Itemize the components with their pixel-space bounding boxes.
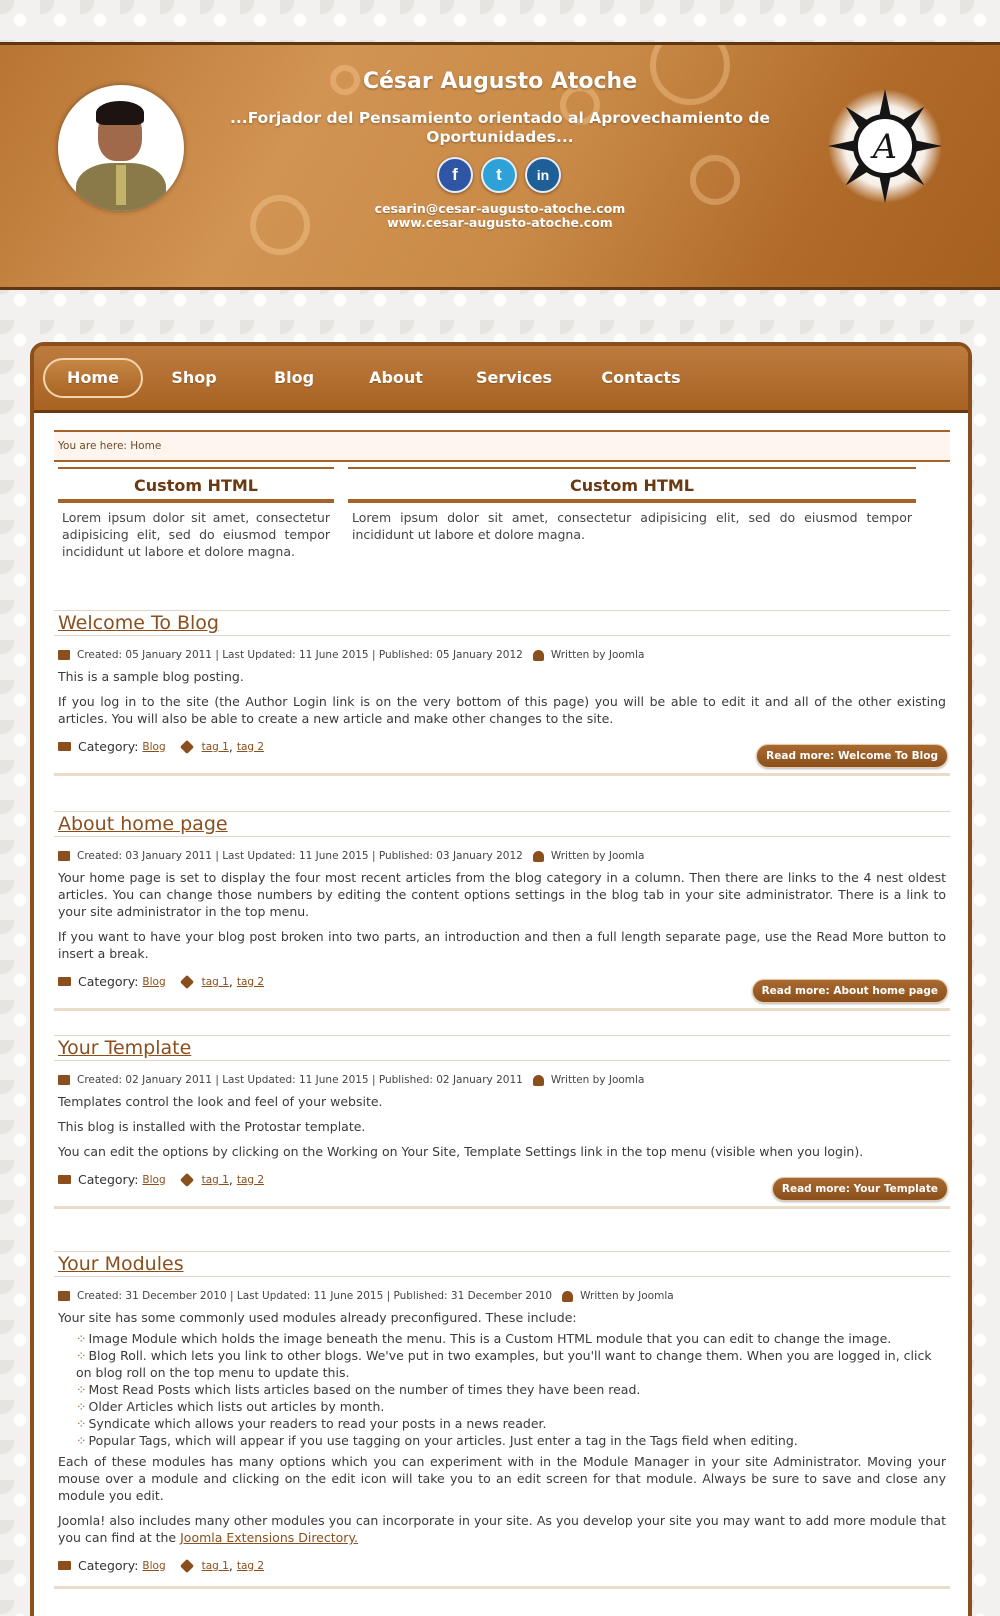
folder-icon — [58, 1561, 71, 1570]
list-item: ⁘ Syndicate which allows your readers to read your posts in a news reader. — [76, 1415, 950, 1432]
tag-link[interactable]: tag 2 — [236, 975, 265, 988]
article-paragraph: You can edit the options by clicking on the Working on Your Site, Template Settings link in the top menu (visible when you login). — [58, 1144, 864, 1159]
tag-icon — [180, 1172, 194, 1186]
article-author: Written by Joomla — [550, 850, 645, 862]
custom-html-module — [348, 467, 916, 549]
list-item: ⁘ Image Module which holds the image beneath the menu. This is a Custom HTML module that you can edit to change the image. — [76, 1330, 950, 1347]
site-header — [0, 42, 1000, 290]
read-more-button[interactable]: Read more: Your Template — [772, 1177, 948, 1201]
list-item: ⁘ Most Read Posts which lists articles based on the number of times they have been read. — [76, 1381, 950, 1398]
site-slogan: ...Forjador del Pensamiento orientado al Aprovechamiento de Oportunidades... — [230, 109, 770, 146]
list-item: ⁘ Blog Roll. which lets you link to other blogs. We've put in two examples, but you'll want to change them. When you are logged in, click on blog roll on the top menu to update this. — [76, 1347, 950, 1381]
tag-link[interactable]: tag 1 — [201, 975, 229, 988]
user-icon — [533, 650, 544, 661]
tag-link[interactable]: tag 1 — [201, 1173, 229, 1186]
article-category: Category: Blog tag 1 , tag 2 — [58, 739, 264, 754]
tag-icon — [180, 974, 194, 988]
article-dates: Created: 03 January 2011 | Last Updated: 11 June 2015 | Published: 03 January 2012 — [77, 850, 523, 862]
tag-link[interactable]: tag 2 — [236, 1173, 265, 1186]
article-meta — [54, 636, 950, 664]
category-link[interactable]: Blog — [142, 740, 166, 753]
social-links — [437, 157, 561, 193]
contact-website[interactable]: www.cesar-augusto-atoche.com — [387, 215, 613, 230]
decor-ring — [690, 155, 740, 205]
category-label: Category: — [78, 1558, 139, 1573]
article-title[interactable]: About home page — [58, 813, 228, 835]
user-icon — [562, 1291, 573, 1302]
blog-article — [54, 1035, 950, 1209]
article-paragraph: Your site has some commonly used modules already preconfigured. These include: — [58, 1310, 577, 1325]
article-meta — [54, 1061, 950, 1089]
custom-html-module — [58, 467, 334, 566]
article-paragraph: If you want to have your blog post broken into two parts, an introduction and then a full length separate page, use the Read More button to insert a break. — [58, 929, 946, 961]
calendar-icon — [58, 1291, 70, 1301]
article-author: Written by Joomla — [580, 1290, 674, 1302]
breadcrumb: You are here: Home — [54, 430, 950, 462]
nav-item-shop[interactable]: Shop — [171, 368, 217, 387]
article-meta — [54, 837, 950, 865]
article-title[interactable]: Welcome To Blog — [58, 612, 219, 634]
article-dates: Created: 05 January 2011 | Last Updated: 11 June 2015 | Published: 05 January 2012 — [77, 649, 523, 661]
article-paragraph: This is a sample blog posting. — [58, 669, 244, 684]
article-dates: Created: 31 December 2010 | Last Updated: 11 June 2015 | Published: 31 December 2010 — [77, 1290, 553, 1302]
article-author: Written by Joomla — [550, 649, 645, 661]
nav-item-blog[interactable]: Blog — [273, 368, 315, 387]
calendar-icon — [58, 851, 70, 861]
tag-link[interactable]: tag 2 — [236, 1559, 265, 1572]
category-label: Category: — [78, 974, 139, 989]
module-text: Lorem ipsum dolor sit amet, consectetur adipisicing elit, sed do eiusmod tempor incididunt ut labore et dolore magna. — [62, 510, 330, 559]
article-title[interactable]: Your Template — [58, 1037, 192, 1059]
linkedin-icon[interactable]: in — [525, 157, 561, 193]
site-title: César Augusto Atoche — [362, 69, 638, 94]
folder-icon — [58, 742, 71, 751]
tag-link[interactable]: tag 1 — [201, 740, 229, 753]
user-icon — [533, 851, 544, 862]
article-paragraph: If you log in to the site (the Author Login link is on the very bottom of this page) you will be able to edit it and all of the other existing articles. You will also be able to create a new article and make other changes to the site. — [58, 694, 946, 726]
blog-article — [54, 811, 950, 1011]
nav-item-services[interactable]: Services — [475, 368, 553, 387]
twitter-icon[interactable]: t — [481, 157, 517, 193]
tag-icon — [180, 739, 194, 753]
brand-logo — [826, 87, 944, 205]
article-dates: Created: 02 January 2011 | Last Updated: 11 June 2015 | Published: 02 January 2011 — [77, 1074, 523, 1086]
article-paragraph: Your home page is set to display the four most recent articles from the blog category in a column. Then there are links to the 4 nest oldest articles. You can change those numbers by editing the content options settings in the blog tab in your site administrator. There is a link to your site administrator in the top menu. — [58, 870, 946, 919]
category-link[interactable]: Blog — [142, 1559, 166, 1572]
list-item: ⁘ Older Articles which lists out articles by month. — [76, 1398, 950, 1415]
nav-item-contacts[interactable]: Contacts — [601, 368, 681, 387]
contact-info — [300, 202, 700, 230]
article-paragraph: Templates control the look and feel of your website. — [58, 1094, 383, 1109]
extensions-directory-link[interactable]: Joomla Extensions Directory. — [180, 1530, 359, 1545]
calendar-icon — [58, 650, 70, 660]
article-category: Category: Blog tag 1 , tag 2 — [58, 974, 264, 989]
article-paragraph: This blog is installed with the Protostar template. — [58, 1119, 366, 1134]
category-link[interactable]: Blog — [142, 1173, 166, 1186]
blog-article — [54, 610, 950, 776]
article-title[interactable]: Your Modules — [58, 1253, 184, 1275]
article-category: Category: Blog tag 1 , tag 2 — [58, 1172, 264, 1187]
article-paragraph: Each of these modules has many options which you can experiment with in the Module Manager in your site Administrator. Moving your mouse over a module and clicking on the edit icon will take you to an edit screen for that module. Always be sure to save and close any module you edit. — [58, 1454, 946, 1503]
module-title: Custom HTML — [58, 469, 334, 503]
calendar-icon — [58, 1075, 70, 1085]
article-category: Category: Blog tag 1 , tag 2 — [58, 1558, 264, 1573]
folder-icon — [58, 1175, 71, 1184]
avatar — [58, 85, 184, 211]
category-link[interactable]: Blog — [142, 975, 166, 988]
category-label: Category: — [78, 1172, 139, 1187]
module-text: Lorem ipsum dolor sit amet, consectetur adipisicing elit, sed do eiusmod tempor incididunt ut labore et dolore magna. — [352, 510, 912, 542]
nav-item-about[interactable]: About — [369, 368, 423, 387]
tag-link[interactable]: tag 1 — [201, 1559, 229, 1572]
blog-article — [54, 1251, 950, 1589]
user-icon — [533, 1075, 544, 1086]
article-meta — [54, 1277, 950, 1305]
main-container — [30, 342, 972, 1616]
module-list — [54, 1330, 950, 1449]
list-item: ⁘ Popular Tags, which will appear if you use tagging on your articles. Just enter a tag in the Tags field when editing. — [76, 1432, 950, 1449]
category-label: Category: — [78, 739, 139, 754]
read-more-button[interactable]: Read more: Welcome To Blog — [756, 744, 948, 768]
nav-item-home[interactable]: Home — [43, 358, 143, 398]
folder-icon — [58, 977, 71, 986]
tag-link[interactable]: tag 2 — [236, 740, 265, 753]
facebook-icon[interactable]: f — [437, 157, 473, 193]
contact-email[interactable]: cesarin@cesar-augusto-atoche.com — [374, 201, 626, 216]
tag-icon — [180, 1558, 194, 1572]
logo-letter: A — [872, 126, 898, 166]
read-more-button[interactable]: Read more: About home page — [752, 979, 948, 1003]
article-author: Written by Joomla — [550, 1074, 645, 1086]
module-title: Custom HTML — [348, 469, 916, 503]
article-paragraph: Joomla! also includes many other modules you can incorporate in your site. As you develop your site you may want to add more module that you can find at the Joomla Extensions Directory. — [58, 1513, 946, 1545]
main-nav — [34, 346, 968, 413]
